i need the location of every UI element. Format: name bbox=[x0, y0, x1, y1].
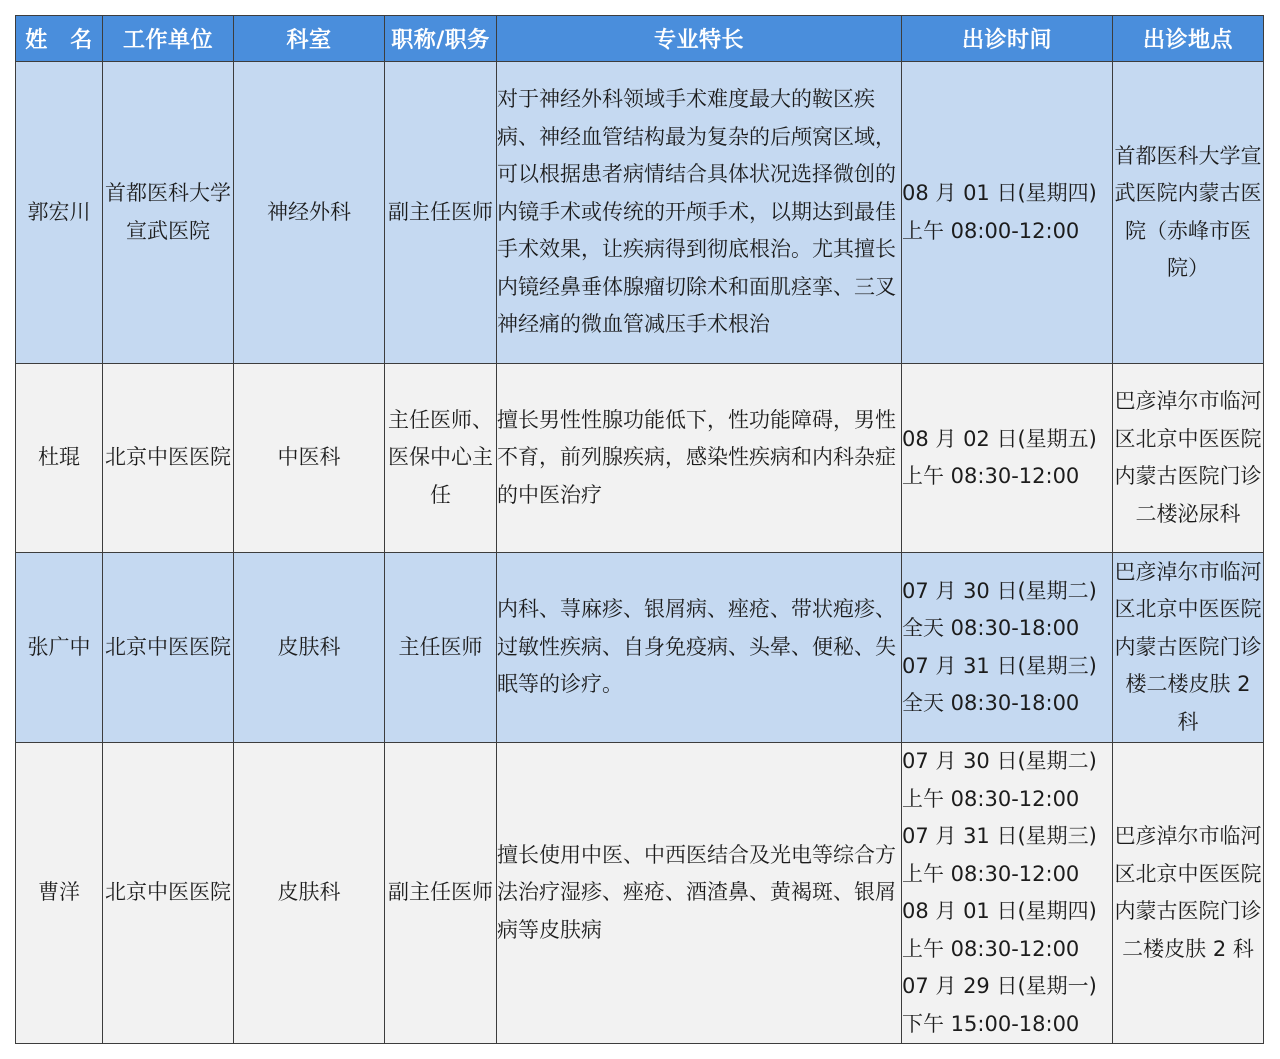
cell-title: 主任医师、医保中心主任 bbox=[385, 364, 497, 553]
cell-specialty: 擅长使用中医、中西医结合及光电等综合方法治疗湿疹、痤疮、酒渣鼻、黄褐斑、银屑病等皮肤病 bbox=[497, 743, 902, 1044]
cell-name: 杜琨 bbox=[16, 364, 103, 553]
cell-name: 郭宏川 bbox=[16, 62, 103, 364]
time-line: 上午 08:30-12:00 bbox=[902, 861, 1080, 886]
table-row bbox=[16, 62, 1264, 364]
cell-location: 巴彦淖尔市临河区北京中医医院内蒙古医院门诊二楼泌尿科 bbox=[1113, 364, 1264, 553]
cell-name: 曹洋 bbox=[16, 743, 103, 1044]
cell-time bbox=[902, 62, 1113, 364]
header-dept: 科室 bbox=[234, 16, 385, 62]
cell-specialty: 擅长男性性腺功能低下，性功能障碍，男性不育，前列腺疾病，感染性疾病和内科杂症的中医治疗 bbox=[497, 364, 902, 553]
cell-dept: 中医科 bbox=[234, 364, 385, 553]
header-location: 出诊地点 bbox=[1113, 16, 1264, 62]
doctor-schedule-table bbox=[15, 15, 1264, 1044]
header-name: 姓 名 bbox=[16, 16, 103, 62]
time-line: 08 月 02 日(星期五) bbox=[902, 426, 1097, 451]
cell-specialty: 内科、荨麻疹、银屑病、痤疮、带状疱疹、过敏性疾病、自身免疫病、头晕、便秘、失眠等的诊疗。 bbox=[497, 553, 902, 743]
cell-title: 副主任医师 bbox=[385, 62, 497, 364]
cell-location: 巴彦淖尔市临河区北京中医医院内蒙古医院门诊楼二楼皮肤 2 科 bbox=[1113, 553, 1264, 743]
time-line: 上午 08:30-12:00 bbox=[902, 464, 1080, 488]
table-row bbox=[16, 743, 1264, 1044]
cell-time bbox=[902, 553, 1113, 743]
schedule-document bbox=[15, 15, 1263, 1044]
header-unit: 工作单位 bbox=[103, 16, 234, 62]
cell-dept: 皮肤科 bbox=[234, 553, 385, 743]
header-time: 出诊时间 bbox=[902, 16, 1113, 62]
table-row bbox=[16, 553, 1264, 743]
time-line: 07 月 30 日(星期二) bbox=[902, 749, 1097, 773]
time-line: 07 月 30 日(星期二) bbox=[902, 578, 1097, 603]
cell-specialty: 对于神经外科领域手术难度最大的鞍区疾病、神经血管结构最为复杂的后颅窝区域，可以根据患者病情结合具体状况选择微创的内镜手术或传统的开颅手术，以期达到最佳手术效果，让疾病得到彻底根治。尤其擅长内镜经鼻垂体腺瘤切除术和面肌痉挛、三叉神经痛的微血管减压手术根治 bbox=[497, 62, 902, 364]
table-header-row bbox=[16, 16, 1264, 62]
table-row bbox=[16, 364, 1264, 553]
time-line: 上午 08:30-12:00 bbox=[902, 936, 1080, 961]
header-specialty: 专业特长 bbox=[497, 16, 902, 62]
time-line: 全天 08:30-18:00 bbox=[902, 616, 1080, 640]
cell-time bbox=[902, 743, 1113, 1044]
header-title: 职称/职务 bbox=[385, 16, 497, 62]
time-line: 上午 08:30-12:00 bbox=[902, 786, 1080, 811]
cell-unit: 北京中医医院 bbox=[103, 364, 234, 553]
cell-title: 主任医师 bbox=[385, 553, 497, 743]
time-line: 08 月 01 日(星期四) bbox=[902, 899, 1097, 923]
time-line: 08 月 01 日(星期四) bbox=[902, 181, 1097, 205]
cell-dept: 皮肤科 bbox=[234, 743, 385, 1044]
cell-title: 副主任医师 bbox=[385, 743, 497, 1044]
cell-dept: 神经外科 bbox=[234, 62, 385, 364]
cell-location: 巴彦淖尔市临河区北京中医医院内蒙古医院门诊二楼皮肤 2 科 bbox=[1113, 743, 1264, 1044]
time-line: 上午 08:00-12:00 bbox=[902, 218, 1080, 243]
cell-unit: 北京中医医院 bbox=[103, 553, 234, 743]
time-line: 下午 15:00-18:00 bbox=[902, 1011, 1080, 1036]
time-line: 全天 08:30-18:00 bbox=[902, 691, 1080, 715]
time-line: 07 月 31 日(星期三) bbox=[902, 824, 1097, 848]
cell-name: 张广中 bbox=[16, 553, 103, 743]
cell-unit: 北京中医医院 bbox=[103, 743, 234, 1044]
time-line: 07 月 29 日(星期一) bbox=[902, 974, 1097, 998]
cell-time bbox=[902, 364, 1113, 553]
cell-unit: 首都医科大学宣武医院 bbox=[103, 62, 234, 364]
cell-location: 首都医科大学宣武医院内蒙古医院（赤峰市医院） bbox=[1113, 62, 1264, 364]
time-line: 07 月 31 日(星期三) bbox=[902, 653, 1097, 678]
